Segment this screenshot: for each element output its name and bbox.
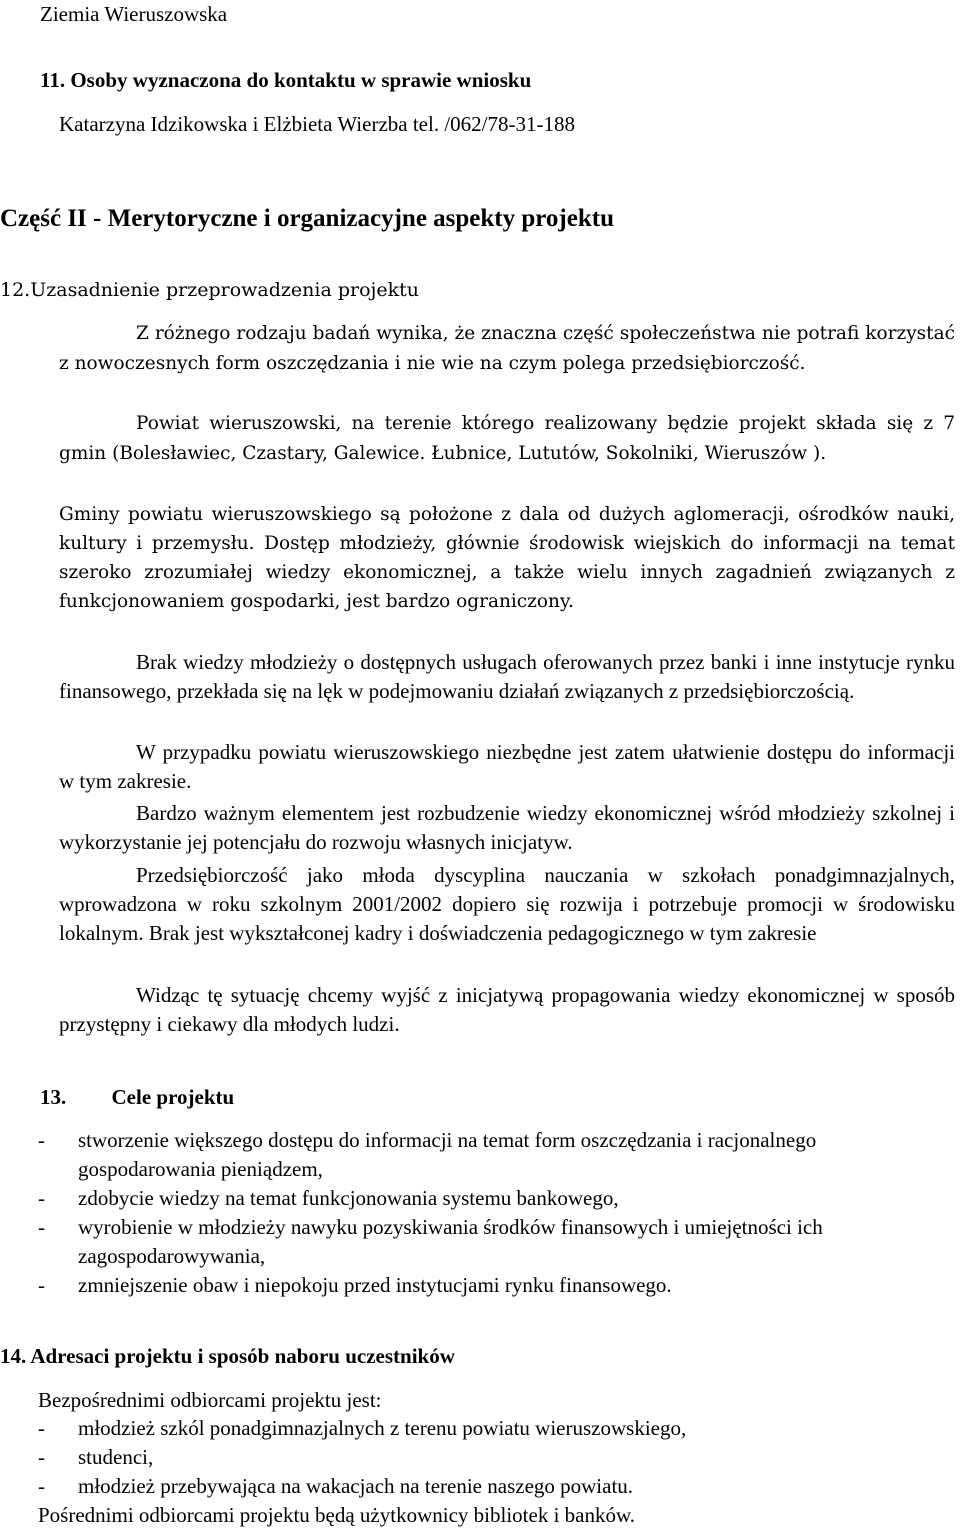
list-item: - studenci, [38,1445,154,1469]
section-13-number: 13. [40,1085,67,1109]
recipients-list [38,1414,938,1501]
list-item: - młodzież szkól ponadgimnazjalnych z terenu powiatu wieruszowskiego, [38,1416,687,1440]
list-item: - zdobycie wiedzy na temat funkcjonowania systemu bankowego, [38,1186,619,1210]
section-11-number: 11. [40,68,66,92]
list-item: - stworzenie większego dostępu do informacji na temat form oszczędzania i racjonalnego gospodarowania pieniądzem, [38,1128,817,1181]
section-13-title: Cele projektu [111,1085,235,1109]
paragraph-6: Bardzo ważnym elementem jest rozbudzenie wiedzy ekonomicznej wśród młodzieży szkolnej i wykorzystanie jej potencjału do rozwoju własnych inicjatyw. [59,801,955,855]
paragraph-8: Widząc tę sytuację chcemy wyjść z inicjatywą propagowania wiedzy ekonomicznej w sposób przystępny i ciekawy dla młodych ludzi. [59,983,955,1037]
paragraph-7: Przedsiębiorczość jako młoda dyscyplina nauczania w szkołach ponadgimnazjalnych, wprowadzona w roku szkolnym 2001/2002 dopiero się rozwija i potrzebuje promocji w środowisku lokalnym. Brak jest wykształconej kadry i doświadczenia pedagogicznego w tym zakresie [59,863,955,946]
section-12-number: 12. [0,279,31,301]
paragraph-2: Powiat wieruszowski, na terenie którego realizowany będzie projekt składa się z 7 gmin (Bolesławiec, Czastary, Galewice. Łubnice, Lututów, Sokolniki, Wieruszów ). [59,413,955,464]
paragraph-5: W przypadku powiatu wieruszowskiego niezbędne jest zatem ułatwienie dostępu do informacji w tym zakresie. [59,740,955,794]
section-14-title: Adresaci projektu i sposób naboru uczestników [30,1344,455,1368]
aims-list [38,1126,858,1300]
section-13-heading [40,1083,234,1112]
section-11-heading [40,66,531,95]
section-11-contact: Katarzyna Idzikowska i Elżbieta Wierzba tel. /062/78-31-188 [59,112,575,136]
paragraph-3: Gminy powiatu wieruszowskiego są położone z dala od dużych aglomeracji, ośrodków nauki, kultury i przemysłu. Dostęp młodzieży, głównie środowisk wiejskich do informacji na temat szeroko zrozumiałej wiedzy ekonomicznej, a także wielu innych zagadnień związanych z funkcjonowaniem gospodarki, jest bardzo ograniczony. [59,504,955,612]
section-14-number: 14. [0,1344,27,1368]
section-11-title: Osoby wyznaczona do kontaktu w sprawie wniosku [70,68,532,92]
section-12-heading [0,276,419,305]
region-header: Ziemia Wieruszowska [40,2,228,26]
part-2-title: Część II - Merytoryczne i organizacyjne aspekty projektu [0,205,614,232]
list-item: - wyrobienie w młodzieży nawyku pozyskiwania środków finansowych i umiejętności ich zagospodarowywania, [38,1215,823,1268]
recipients-outro: Pośrednimi odbiorcami projektu będą użytkownicy bibliotek i banków. [38,1503,636,1527]
paragraph-1: Z różnego rodzaju badań wynika, że znaczna część społeczeństwa nie potrafi korzystać z nowoczesnych form oszczędzania i nie wie na czym polega przedsiębiorczość. [59,323,955,374]
section-14-heading [0,1342,455,1371]
paragraph-4: Brak wiedzy młodzieży o dostępnych usługach oferowanych przez banki i inne instytucje rynku finansowego, przekłada się na lęk w podejmowaniu działań związanych z przedsiębiorczością. [59,650,955,704]
section-12-title: Uzasadnienie przeprowadzenia projektu [30,279,420,301]
list-item: - młodzież przebywająca na wakacjach na terenie naszego powiatu. [38,1474,634,1498]
recipients-intro: Bezpośrednimi odbiorcami projektu jest: [38,1388,382,1412]
list-item: - zmniejszenie obaw i niepokoju przed instytucjami rynku finansowego. [38,1273,672,1297]
